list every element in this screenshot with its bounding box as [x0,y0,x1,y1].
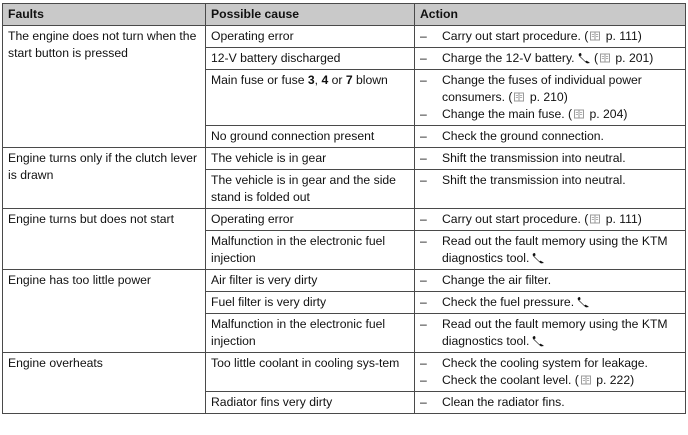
text-run: Fuel filter is very dirty [211,295,327,309]
book-reference-icon [590,214,600,224]
action-list [420,233,680,267]
action-list [420,150,680,167]
list-dash: – [420,395,427,409]
action-item [420,272,680,289]
cause-cell [206,148,415,170]
wrench-icon [532,252,545,264]
text-run: The vehicle is in gear and the side stand is folded out [211,173,396,204]
action-text [442,106,680,123]
text-run: p. 201) [612,51,654,65]
list-dash: – [420,273,427,287]
action-text [442,128,680,145]
table-row [3,26,686,48]
text-run: or [328,73,346,87]
text-run: Change the air filter. [442,273,552,287]
list-dash: – [420,51,427,65]
action-cell [415,231,686,270]
cause-cell [206,353,415,392]
text-run: blown [352,73,388,87]
text-run: ( [590,51,599,65]
action-item [420,355,680,372]
list-dash: – [420,129,427,143]
list-dash: – [420,373,427,387]
action-list [420,128,680,145]
action-cell [415,270,686,292]
text-run: Main fuse or fuse [211,73,308,87]
header-faults: Faults [3,4,206,26]
cause-cell [206,70,415,126]
action-cell [415,314,686,353]
action-text [442,372,680,389]
action-list [420,211,680,228]
book-reference-icon [574,109,584,119]
text-run: The vehicle is in gear [211,151,327,165]
text-run: Change the main fuse. ( [442,107,573,121]
fault-cell: Engine turns but does not start [3,209,206,270]
text-run: Read out the fault memory using the KTM diagnostics tool. [442,317,668,348]
text-run: Check the ground connection. [442,129,604,143]
text-run: p. 210) [526,90,568,104]
text-run: Check the cooling system for leakage. [442,356,648,370]
action-text [442,294,680,311]
action-cell [415,126,686,148]
cause-cell [206,231,415,270]
action-item [420,294,680,311]
action-list [420,294,680,311]
action-item [420,372,680,389]
book-reference-icon [590,31,600,41]
text-run: p. 111) [602,212,642,226]
text-run: Shift the transmission into neutral. [442,173,626,187]
action-text [442,150,680,167]
text-run: Clean the radiator fins. [442,395,565,409]
list-dash: – [420,73,427,87]
text-run: p. 204) [586,107,628,121]
cause-cell [206,392,415,414]
action-text [442,316,680,350]
text-run: Read out the fault memory using the KTM diagnostics tool. [442,234,668,265]
list-dash: – [420,212,427,226]
action-text [442,172,680,189]
action-item [420,394,680,411]
text-run: , [314,73,322,87]
action-item [420,128,680,145]
cause-cell [206,292,415,314]
header-action: Action [415,4,686,26]
text-run: Shift the transmission into neutral. [442,151,626,165]
action-list [420,172,680,189]
cause-cell [206,170,415,209]
text-run: p. 111) [602,29,642,43]
text-run: Operating error [211,29,294,43]
action-cell [415,392,686,414]
action-text [442,233,680,267]
text-run: Charge the 12-V battery. [442,51,575,65]
text-run: Malfunction in the electronic fuel injection [211,234,386,265]
header-possible-cause: Possible cause [206,4,415,26]
list-dash: – [420,295,427,309]
action-cell [415,292,686,314]
list-dash: – [420,107,427,121]
text-run: Carry out start procedure. ( [442,29,589,43]
action-text [442,211,680,228]
action-item [420,28,680,45]
fault-cell: Engine turns only if the clutch lever is drawn [3,148,206,209]
action-cell [415,170,686,209]
action-item [420,211,680,228]
action-text [442,50,680,67]
table-row [3,209,686,231]
text-run: p. 222) [592,373,635,387]
list-dash: – [420,173,427,187]
text-run: Carry out start procedure. ( [442,212,589,226]
action-cell [415,148,686,170]
cause-cell [206,270,415,292]
action-list [420,50,680,67]
action-list [420,394,680,411]
text-run: 12-V battery discharged [211,51,341,65]
text-run: Operating error [211,212,294,226]
fault-cell: The engine does not turn when the start button is pressed [3,26,206,148]
list-dash: – [420,234,427,248]
book-reference-icon [600,53,610,63]
header-row [3,4,686,26]
action-cell [415,26,686,48]
text-run: Change the fuses of individual power consumers. ( [442,73,642,104]
cause-cell [206,314,415,353]
wrench-icon [532,335,545,347]
action-text [442,394,680,411]
text-run: No ground connection present [211,129,375,143]
cause-cell [206,48,415,70]
action-text [442,28,680,45]
action-item [420,316,680,350]
cause-cell [206,26,415,48]
action-list [420,28,680,45]
book-reference-icon [581,375,591,385]
list-dash: – [420,356,427,370]
wrench-icon [577,296,590,308]
cause-cell [206,126,415,148]
action-list [420,316,680,350]
action-text [442,355,680,372]
table-row [3,353,686,392]
text-run: Malfunction in the electronic fuel injection [211,317,386,348]
action-item [420,233,680,267]
wrench-icon [578,52,591,64]
action-text [442,272,680,289]
action-list [420,272,680,289]
action-text [442,72,680,106]
action-cell [415,209,686,231]
action-list [420,72,680,123]
action-list [420,355,680,389]
fuse-number: 7 [345,73,353,87]
fuse-number: 4 [321,73,329,87]
text-run: Air filter is very dirty [211,273,318,287]
fault-table [2,3,686,414]
text-run: Check the fuel pressure. [442,295,575,309]
fuse-number: 3 [307,73,315,87]
action-item [420,50,680,67]
action-cell [415,70,686,126]
action-item [420,106,680,123]
action-item [420,172,680,189]
list-dash: – [420,151,427,165]
action-cell [415,48,686,70]
fault-cell: Engine overheats [3,353,206,414]
table-row [3,148,686,170]
text-run: Check the coolant level. ( [442,373,579,387]
text-run: Too little coolant in cooling sys-tem [211,356,400,370]
list-dash: – [420,317,427,331]
book-reference-icon [514,92,524,102]
action-item [420,72,680,106]
list-dash: – [420,29,427,43]
action-cell [415,353,686,392]
action-item [420,150,680,167]
text-run: Radiator fins very dirty [211,395,333,409]
fault-cell: Engine has too little power [3,270,206,353]
table-row [3,270,686,292]
cause-cell [206,209,415,231]
